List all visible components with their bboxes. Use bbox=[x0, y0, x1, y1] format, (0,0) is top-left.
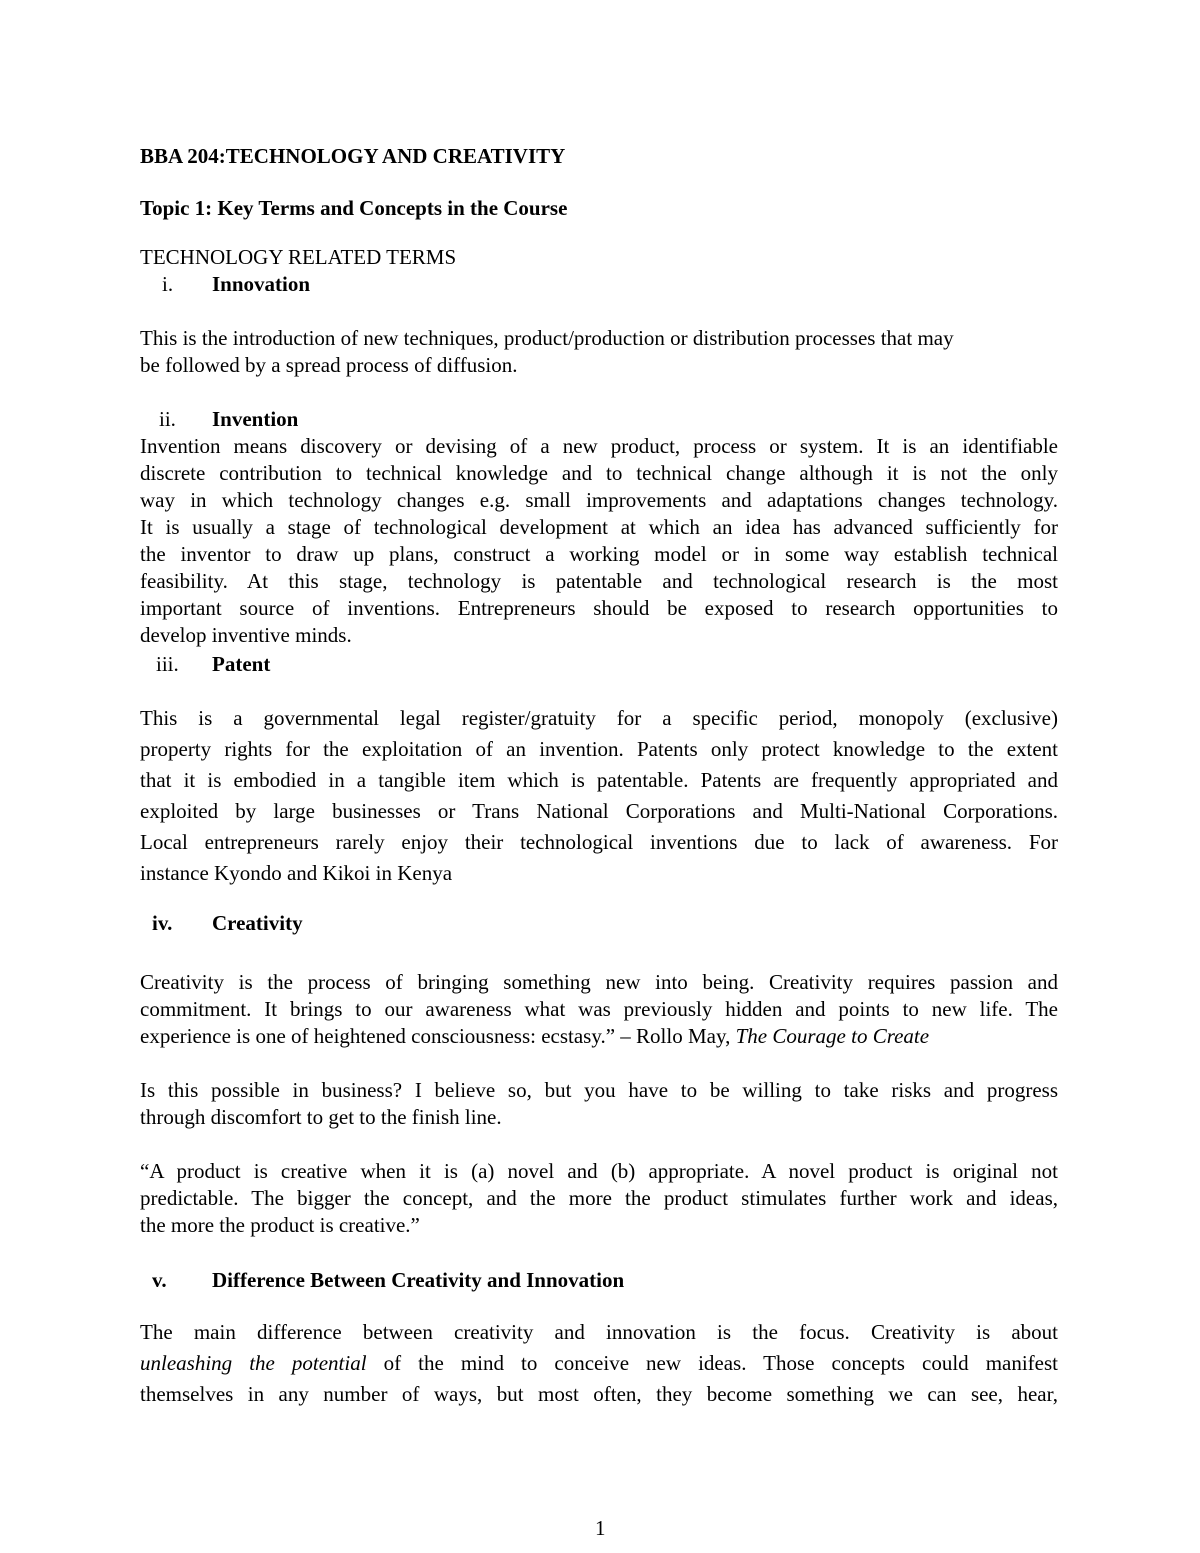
paragraph-line bbox=[140, 1353, 1058, 1374]
paragraph-line: property rights for the exploitation of an invention. Patents only protect knowledge to the extent bbox=[140, 737, 1058, 761]
paragraph-line: This is a governmental legal register/gratuity for a specific period, monopoly (exclusive) bbox=[140, 706, 1058, 730]
section-heading: TECHNOLOGY RELATED TERMS bbox=[140, 245, 457, 269]
paragraph-line: “A product is creative when it is (a) novel and (b) appropriate. A novel product is original not bbox=[140, 1159, 1058, 1183]
item-numeral: i. bbox=[162, 272, 174, 296]
paragraph-line: It is usually a stage of technological development at which an idea has advanced sufficiently for bbox=[140, 515, 1058, 539]
paragraph-line: Is this possible in business? I believe so, but you have to be willing to take risks and progress bbox=[140, 1078, 1058, 1102]
paragraph-line: Invention means discovery or devising of a new product, process or system. It is an identifiable bbox=[140, 434, 1058, 458]
paragraph-line: way in which technology changes e.g. small improvements and adaptations changes technology. bbox=[140, 488, 1058, 512]
paragraph-line: instance Kyondo and Kikoi in Kenya bbox=[140, 861, 453, 885]
quote-text: experience is one of heightened consciousness: ecstasy.” – Rollo May, bbox=[140, 1024, 736, 1048]
paragraph-line: the inventor to draw up plans, construct a working model or in some way establish technical bbox=[140, 542, 1058, 566]
paragraph-line: feasibility. At this stage, technology is patentable and technological research is the most bbox=[140, 569, 1058, 593]
line-text: of the mind to conceive new ideas. Those concepts could manifest bbox=[366, 1351, 1059, 1375]
paragraph-line: the more the product is creative.” bbox=[140, 1213, 420, 1237]
paragraph-line: that it is embodied in a tangible item which is patentable. Patents are frequently appropriated and bbox=[140, 768, 1058, 792]
item-title: Difference Between Creativity and Innovation bbox=[212, 1268, 625, 1292]
item-title: Creativity bbox=[212, 911, 303, 935]
paragraph-line: This is the introduction of new techniques, product/production or distribution processes that may bbox=[140, 326, 954, 350]
topic-heading: Topic 1: Key Terms and Concepts in the Course bbox=[140, 196, 568, 220]
paragraph-line: The main difference between creativity and innovation is the focus. Creativity is about bbox=[140, 1320, 1058, 1344]
paragraph-line: commitment. It brings to our awareness what was previously hidden and points to new life. The bbox=[140, 997, 1058, 1021]
item-numeral: iv. bbox=[152, 911, 173, 935]
paragraph-line: discrete contribution to technical knowledge and to technical change although it is not the only bbox=[140, 461, 1058, 485]
paragraph-line bbox=[140, 1026, 929, 1047]
book-title: The Courage to Create bbox=[735, 1024, 930, 1048]
paragraph-line: develop inventive minds. bbox=[140, 623, 352, 647]
paragraph-line: themselves in any number of ways, but most often, they become something we can see, hear, bbox=[140, 1382, 1058, 1406]
item-title: Innovation bbox=[212, 272, 311, 296]
emphasis-text: unleashing the potential bbox=[140, 1351, 367, 1375]
paragraph-line: important source of inventions. Entrepreneurs should be exposed to research opportunities to bbox=[140, 596, 1058, 620]
item-numeral: iii. bbox=[156, 652, 179, 676]
paragraph-line: through discomfort to get to the finish line. bbox=[140, 1105, 502, 1129]
item-title: Patent bbox=[212, 652, 271, 676]
item-numeral: v. bbox=[152, 1268, 167, 1292]
item-title: Invention bbox=[212, 407, 299, 431]
course-title: BBA 204:TECHNOLOGY AND CREATIVITY bbox=[140, 144, 566, 168]
paragraph-line: Creativity is the process of bringing something new into being. Creativity requires passion and bbox=[140, 970, 1058, 994]
page-number: 1 bbox=[595, 1516, 606, 1540]
paragraph-line: predictable. The bigger the concept, and the more the product stimulates further work and ideas, bbox=[140, 1186, 1058, 1210]
paragraph-line: exploited by large businesses or Trans National Corporations and Multi-National Corporations. bbox=[140, 799, 1058, 823]
item-numeral: ii. bbox=[159, 407, 176, 431]
paragraph-line: be followed by a spread process of diffusion. bbox=[140, 353, 518, 377]
paragraph-line: Local entrepreneurs rarely enjoy their technological inventions due to lack of awareness. For bbox=[140, 830, 1058, 854]
